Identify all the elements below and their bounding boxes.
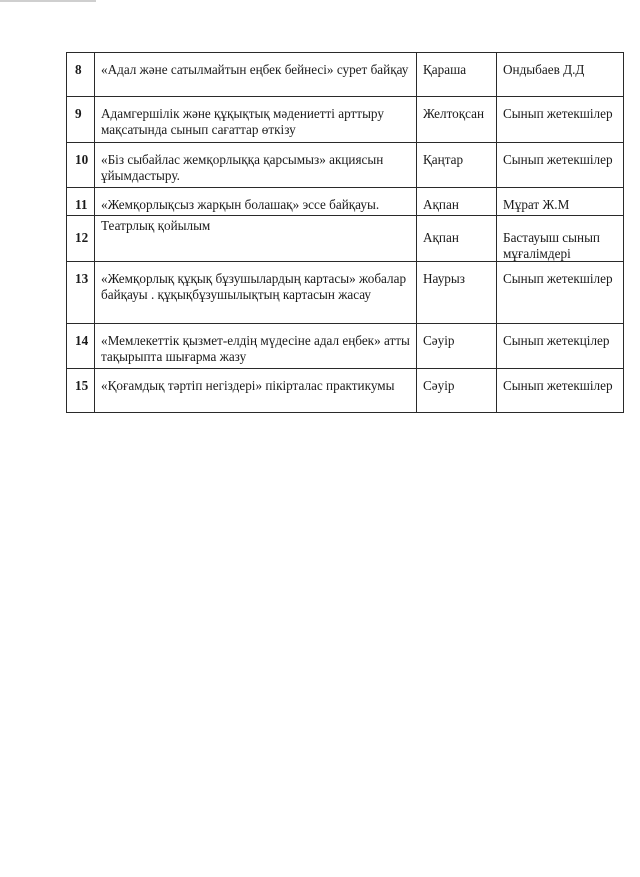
responsible-cell: Сынып жетекшілер [497, 143, 624, 188]
responsible-cell: Бастауыш сынып мұғалімдері [497, 216, 624, 262]
responsible-cell: Ондыбаев Д.Д [497, 53, 624, 97]
row-number: 11 [67, 188, 95, 216]
month-cell: Қаңтар [417, 143, 497, 188]
month-cell: Желтоқсан [417, 97, 497, 143]
table-row [67, 324, 624, 369]
table-row [67, 262, 624, 324]
responsible-cell: Сынып жетекцілер [497, 324, 624, 369]
table-row [67, 369, 624, 413]
month-cell: Ақпан [417, 188, 497, 216]
row-number: 13 [67, 262, 95, 324]
event-cell: «Жемқорлықсыз жарқын болашақ» эссе байқауы. [95, 188, 417, 216]
row-number: 10 [67, 143, 95, 188]
responsible-cell: Сынып жетекшілер [497, 97, 624, 143]
event-cell: «Мемлекеттік қызмет-елдің мүдесіне адал еңбек» атты тақырыпта шығарма жазу [95, 324, 417, 369]
month-cell: Наурыз [417, 262, 497, 324]
row-number: 12 [67, 216, 95, 262]
event-cell: «Жемқорлық құқық бұзушылардың картасы» жобалар байқауы . құқықбұзушылықтың картасын жасау [95, 262, 417, 324]
table-row [67, 53, 624, 97]
event-cell: «Адал және сатылмайтын еңбек бейнесі» сурет байқау [95, 53, 417, 97]
responsible-cell: Сынып жетекшілер [497, 369, 624, 413]
event-cell: Адамгершілік және құқықтық мәдениетті арттыру мақсатында сынып сағаттар өткізу [95, 97, 417, 143]
row-number: 15 [67, 369, 95, 413]
month-cell: Сәуір [417, 324, 497, 369]
event-cell: Театрлық қойылым [95, 216, 417, 262]
scan-edge-mark [0, 0, 96, 2]
table-row [67, 216, 624, 262]
row-number: 9 [67, 97, 95, 143]
table-row [67, 97, 624, 143]
month-cell: Ақпан [417, 216, 497, 262]
month-cell: Қараша [417, 53, 497, 97]
row-number: 14 [67, 324, 95, 369]
row-number: 8 [67, 53, 95, 97]
month-cell: Сәуір [417, 369, 497, 413]
table-row [67, 143, 624, 188]
event-cell: «Біз сыбайлас жемқорлыққа қарсымыз» акциясын ұйымдастыру. [95, 143, 417, 188]
responsible-cell: Мұрат Ж.М [497, 188, 624, 216]
events-table [66, 52, 624, 413]
event-cell: «Қоғамдық тәртіп негіздері» пікірталас практикумы [95, 369, 417, 413]
table-row [67, 188, 624, 216]
responsible-cell: Сынып жетекшілер [497, 262, 624, 324]
